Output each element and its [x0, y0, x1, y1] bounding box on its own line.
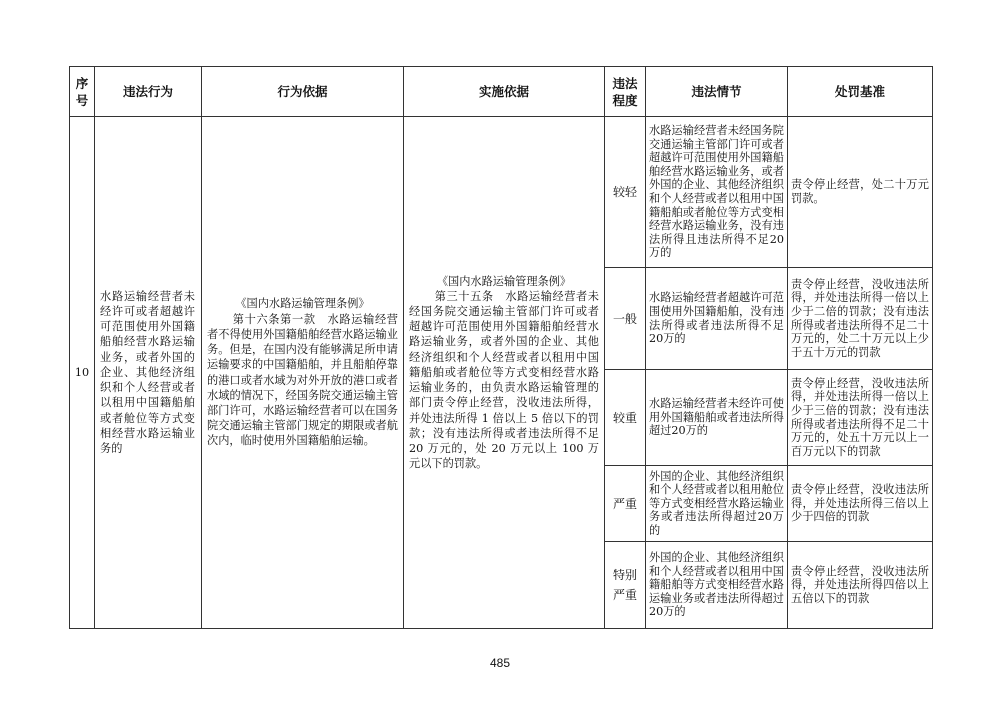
degree-line: 特别: [612, 568, 637, 582]
penalty-cell: 责令停止经营，没收违法所得，并处违法所得一倍以上少于三倍的罚款；没有违法所得或者违法所得不足二十万元的，处五十万元以上一百万元以下的罚款: [788, 370, 933, 466]
behavior-basis-title: 《国内水路运输管理条例》: [235, 297, 370, 311]
penalty-standard-table: [69, 66, 933, 629]
header-impl-basis: 实施依据: [404, 67, 605, 117]
header-behavior-basis: 行为依据: [202, 67, 404, 117]
penalty-cell: 责令停止经营，没收违法所得，并处违法所得一倍以上少于二倍的罚款；没有违法所得或者违法所得不足二十万元的，处二十万元以上少于五十万元的罚款: [788, 268, 933, 370]
penalty-cell: 责令停止经营，没收违法所得，并处违法所得四倍以上五倍以下的罚款: [788, 542, 933, 629]
row-seq: 10: [70, 117, 95, 629]
circumstance-cell: 外国的企业、其他经济组织和个人经营或者以租用中国籍船舶等方式变相经营水路运输业务或者违法所得超过20万的: [646, 542, 788, 629]
circumstance-cell: 水路运输经营者未经国务院交通运输主管部门许可或者超越许可范围使用外国籍船舶经营水路运输业务，或者外国的企业、其他经济组织和个人经营或者以租用中国籍船舶或者舱位等方式变相经营水路运输业务，没有违法所得且违法所得不足20万的: [646, 117, 788, 268]
violation-act: 水路运输经营者未经许可或者超越许可范围使用外国籍船舶经营水路运输业务，或者外国的企业、其他经济组织和个人经营或者以租用中国籍船舶或者舱位等方式变相经营水路运输业务的: [95, 117, 202, 629]
header-act: 违法行为: [95, 67, 202, 117]
circumstance-cell: 水路运输经营者超越许可范围使用外国籍船舶，没有违法所得或者违法所得不足20万的: [646, 268, 788, 370]
behavior-basis: [202, 117, 404, 629]
degree-cell: 一般: [605, 268, 646, 370]
header-row: [70, 67, 933, 117]
page-number: 485: [489, 656, 511, 670]
penalty-cell: 责令停止经营，处二十万元罚款。: [788, 117, 933, 268]
circumstance-cell: 外国的企业、其他经济组织和个人经营或者以租用舱位等方式变相经营水路运输业务或者违法所得超过20万的: [646, 466, 788, 542]
degree-cell: 较轻: [605, 117, 646, 268]
impl-basis-title: 《国内水路运输管理条例》: [436, 274, 572, 288]
degree-line: 严重: [612, 588, 637, 602]
implementation-basis: [404, 117, 605, 629]
header-seq: 序号: [70, 67, 95, 117]
header-penalty: 处罚基准: [788, 67, 933, 117]
header-degree: 违法程度: [605, 67, 646, 117]
table-row: [70, 117, 933, 268]
degree-cell: 较重: [605, 370, 646, 466]
penalty-cell: 责令停止经营，没收违法所得，并处违法所得三倍以上少于四倍的罚款: [788, 466, 933, 542]
circumstance-cell: 水路运输经营者未经许可使用外国籍船舶或者违法所得超过20万的: [646, 370, 788, 466]
header-circumstance: 违法情节: [646, 67, 788, 117]
impl-basis-text: 第三十五条 水路运输经营者未经国务院交通运输主管部门许可或者超越许可范围使用外国籍船舶经营水路运输业务，或者外国的企业、其他经济组织和个人经营或者以租用中国籍船舶或者舱位等方式变相经营水路运输业务的，由负责水路运输管理的部门责令停止经营，没收违法所得，并处违法所得 1 倍以上 5 倍以下的罚款；没有违法所得或者违法所得不足 20 万元的，处 20 万元以上 100 万元以下的罚款。: [409, 289, 599, 471]
behavior-basis-text: 第十六条第一款 水路运输经营者不得使用外国籍船舶经营水路运输业务。但是，在国内没有能够满足所申请运输要求的中国籍船舶，并且船舶停靠的港口或者水域为对外开放的港口或者水域的情况下，经国务院交通运输主管部门许可，水路运输经营者可以在国务院交通运输主管部门规定的期限或者航次内，临时使用外国籍船舶运输。: [207, 312, 398, 448]
degree-cell: [605, 542, 646, 629]
degree-cell: 严重: [605, 466, 646, 542]
